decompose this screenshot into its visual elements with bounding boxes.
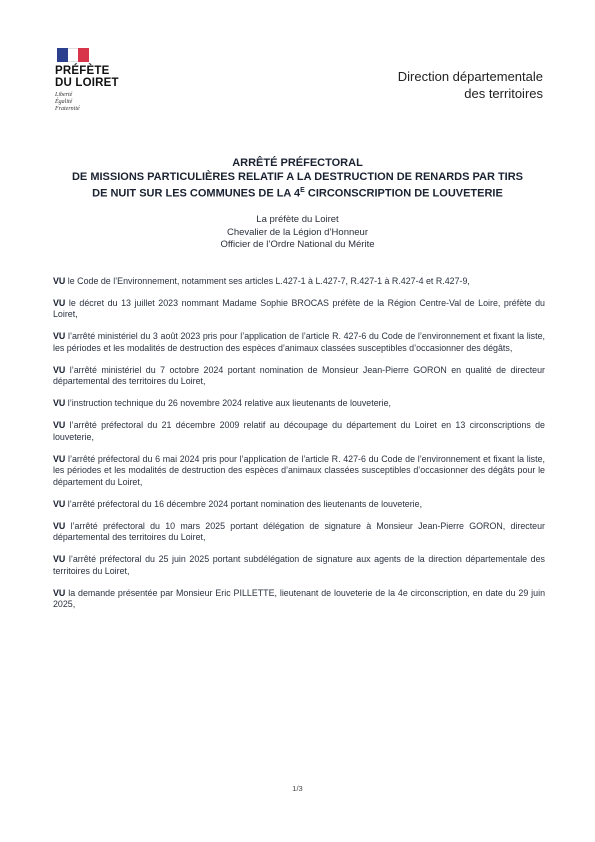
considerant-paragraph [53,298,545,321]
republic-motto [55,92,145,113]
considerant-paragraph [53,276,545,288]
considerant-text: la demande présentée par Monsieur Eric PILLETTE, lieutenant de louveterie de la 4e circonscription, en date du 29 juin 2025, [53,587,545,610]
considerant-text: l’arrêté ministériel du 7 octobre 2024 portant nomination de Monsieur Jean-Pierre GORON en qualité de directeur départemental des territoires du Loiret, [53,364,545,387]
motto-liberte: Liberté [55,92,73,98]
considerant-text: l’arrêté préfectoral du 10 mars 2025 portant délégation de signature à Monsieur Jean-Pierre GORON, directeur départemental des territoires du Loiret, [53,520,545,543]
department-line1: Direction départementale [397,69,543,84]
motto-egalite: Égalité [55,99,73,105]
considerant-paragraph [53,454,545,489]
considerant-text: l’arrêté préfectoral du 6 mai 2024 pris pour l’application de l’article R. 427-6 du Code de l’environnement et fixant la liste, les périodes et les modalités de destruction des espèces d’animaux classées susceptibles d’occasionner des dégâts pour le département du Loiret, [53,453,545,487]
considerant-lead: VU [53,520,66,531]
considerant-lead: VU [53,420,66,431]
considerant-paragraph [53,521,545,544]
authority-line2: Chevalier de la Légion d’Honneur [226,226,368,238]
title-line3-after: CIRCONSCRIPTION DE LOUVETERIE [304,187,503,200]
considerant-text: l’arrêté préfectoral du 25 juin 2025 portant subdélégation de signature aux agents de la direction départementale des territoires du Loiret, [53,554,545,576]
considerant-lead: VU [53,554,66,565]
considerant-lead: VU [53,453,66,464]
considerant-paragraph [53,499,545,511]
prefecture-name-line1: PRÉFÈTE [55,65,110,77]
considerant-lead: VU [53,364,66,375]
prefecture-logo [55,48,145,113]
considerant-lead: VU [53,498,66,509]
department-line2: des territoires [464,86,543,101]
title-line3-sup: E [300,187,305,194]
considerant-paragraph [53,365,545,388]
authority-line1: La préfète du Loiret [256,214,339,225]
marianne-flag-icon [57,48,89,62]
title-line3-before: DE NUIT SUR LES COMMUNES DE LA 4 [92,187,301,200]
considerant-lead: VU [53,297,66,308]
considerant-paragraph [53,398,545,410]
title-line3 [40,184,555,201]
considerant-text: le Code de l’Environnement, notamment ses articles L.427-1 à L.427-7, R.427-1 à R.427-4 et R.427-9, [65,276,470,286]
considerant-text: l’arrêté préfectoral du 16 décembre 2024 portant nomination des lieutenants de louveterie, [65,498,423,509]
prefecture-name [55,65,145,89]
considerant-text: l’arrêté préfectoral du 21 décembre 2009 relatif au découpage du département du Loiret en 13 circonscriptions de louveterie, [53,420,545,442]
considerant-lead: VU [53,587,66,598]
document-title [40,156,555,201]
issuing-authority [40,214,555,252]
considerant-lead: VU [53,331,66,342]
considerant-lead: VU [53,398,66,409]
considerant-text: l’arrêté ministériel du 3 août 2023 pris pour l’application de l’article R. 427-6 du Code de l’environnement et fixant la liste, les périodes et les modalités de destruction des espèces d’animaux classées susceptibles d’occasionner des dégâts, [53,331,545,353]
title-line1: ARRÊTÉ PRÉFECTORAL [232,157,363,169]
considerant-paragraph [53,420,545,443]
motto-fraternite: Fraternité [55,106,80,112]
considerant-paragraph [53,331,545,354]
department-name [398,68,543,102]
considerant-text: l’instruction technique du 26 novembre 2024 relative aux lieutenants de louveterie, [65,398,391,409]
considerant-text: le décret du 13 juillet 2023 nommant Madame Sophie BROCAS préfète de la Région Centre-Val de Loire, préfète du Loiret, [53,297,545,320]
title-line2: DE MISSIONS PARTICULIÈRES RELATIF A LA DESTRUCTION DE RENARDS PAR TIRS [71,171,524,183]
authority-line3: Officier de l’Ordre National du Mérite [220,239,375,250]
page-number: 1/3 [292,784,303,793]
considerant-lead: VU [53,276,66,286]
prefecture-name-line2: DU LOIRET [55,77,119,89]
considerant-paragraph [53,554,545,577]
considerant-paragraph [53,588,545,611]
considerants-list [53,276,545,621]
